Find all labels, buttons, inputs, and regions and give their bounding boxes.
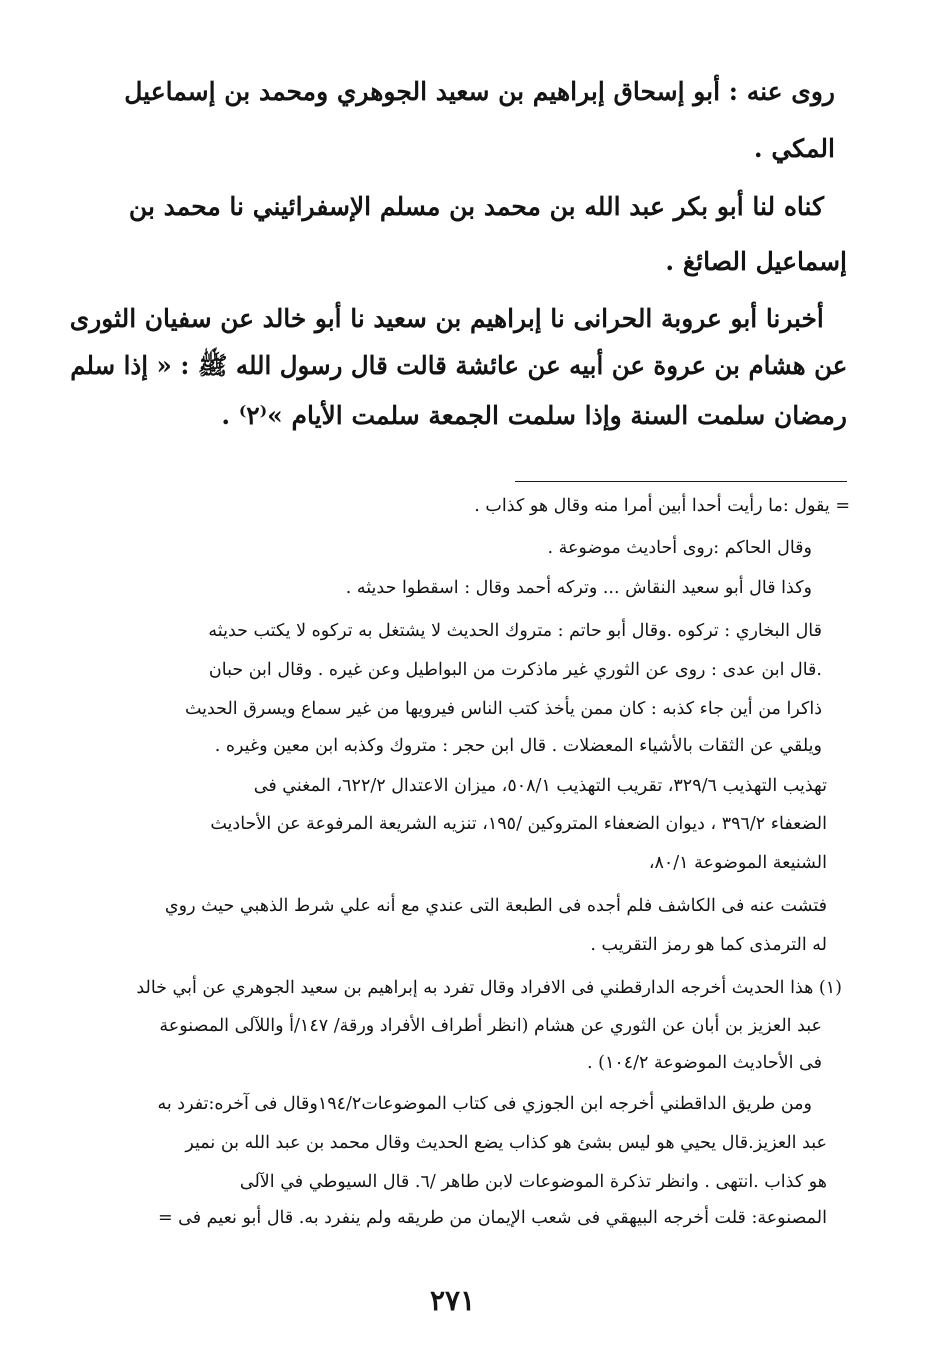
footnote-continuation-line: تهذيب التهذيب ٣٢٩/٦، تقريب التهذيب ٥٠٨/١، ميزان الاعتدال ٦٢٢/٢، المغني فى (253, 776, 827, 796)
main-p3-line2-lead: عن هشام بن عروة عن أبيه عن عائشة قالت قال رسول الله ﷺ : « (147, 351, 847, 380)
footnote-continuation-line: وقال الحاكم :روى أحاديث موضوعة . (547, 538, 812, 558)
footnote-continuation-line: .قال ابن عدى : روى عن الثوري غير ماذكرت من البواطيل وعن غيره . وقال ابن حبان (208, 660, 822, 680)
main-p3-line1: أخبرنا أبو عروبة الحرانى نا إبراهيم بن سعيد نا أبو خالد عن سفيان الثورى (69, 304, 824, 333)
footnote-1-line: عبد العزيز.قال يحيي هو ليس بشئ هو كذاب يضع الحديث وقال محمد بن عبد الله بن نمير (185, 1133, 827, 1153)
footnote-continuation-line: الضعفاء ٣٩٦/٢ ، ديوان الضعفاء المتروكين /١٩٥، تنزيه الشريعة المرفوعة عن الأحاديث (210, 814, 827, 834)
hadith-text-start: إذا سلم (69, 351, 148, 380)
main-p2-line2: إسماعيل الصائغ . (665, 247, 847, 276)
main-p1-line2: المكي . (753, 134, 835, 163)
footnote-continuation-line: الشنيعة الموضوعة ٨٠/١، (648, 853, 827, 873)
footnote-separator (515, 481, 847, 482)
footnote-continuation-line: = يقول :ما رأيت أحدا أبين أمرا منه وقال هو كذاب . (474, 496, 850, 516)
main-p3-line3 (221, 401, 847, 430)
main-p3-line3-tail: »⁽٢⁾ . (221, 401, 292, 430)
footnote-continuation-line: ويلقي عن الثقات بالأشياء المعضلات . قال ابن حجر : متروك وكذبه ابن معين وغيره . (214, 736, 822, 756)
footnote-continuation-line: فتشت عنه فى الكاشف فلم أجده فى الطبعة التى عندي مع أنه علي شرط الذهبي حيث روي (164, 896, 827, 916)
footnote-continuation-line: له الترمذى كما هو رمز التقريب . (590, 935, 827, 955)
footnote-continuation-line: ذاكرا من أين جاء كذبه : كان ممن يأخذ كتب الناس فيرويها من غير سماع ويسرق الحديث (184, 699, 822, 719)
main-p2-line1: كناه لنا أبو بكر عبد الله بن محمد بن مسلم الإسفرائيني نا محمد بن (128, 192, 824, 221)
main-p1-line1: روى عنه : أبو إسحاق إبراهيم بن سعيد الجوهري ومحمد بن إسماعيل (124, 77, 835, 106)
footnote-1-line: هو كذاب .انتهى . وانظر تذكرة الموضوعات لابن طاهر /٦. قال السيوطي في الآلى (239, 1172, 827, 1192)
hadith-text-end: رمضان سلمت السنة وإذا سلمت الجمعة سلمت الأيام (291, 401, 847, 430)
footnote-1-line: عبد العزيز بن أبان عن الثوري عن هشام (انظر أطراف الأفراد ورقة/ ١٤٧/أ واللآلى المصنوعة (159, 1016, 822, 1036)
page-number: ٢٧١ (430, 1284, 476, 1317)
footnote-1-line: (١) هذا الحديث أخرجه الدارقطني فى الافراد وقال تفرد به إبراهيم بن سعيد الجوهري عن أبي خالد (136, 978, 842, 998)
footnote-1-line: فى الأحاديث الموضوعة ١٠٤/٢) . (586, 1053, 822, 1073)
footnote-continuation-line: وكذا قال أبو سعيد النقاش ... وتركه أحمد وقال : اسقطوا حديثه . (345, 578, 812, 598)
footnote-1-line: المصنوعة: قلت أخرجه البيهقي فى شعب الإيمان من طريقه ولم ينفرد به. قال أبو نعيم فى = (157, 1208, 827, 1228)
footnote-1-line: ومن طريق الداقطني أخرجه ابن الجوزي فى كتاب الموضوعات١٩٤/٢وقال فى آخره:تفرد به (157, 1094, 812, 1114)
main-p3-line2 (70, 350, 847, 387)
footnote-continuation-line: قال البخاري : تركوه .وقال أبو حاتم : متروك الحديث لا يشتغل به تركوه لا يكتب حديثه (208, 621, 822, 641)
